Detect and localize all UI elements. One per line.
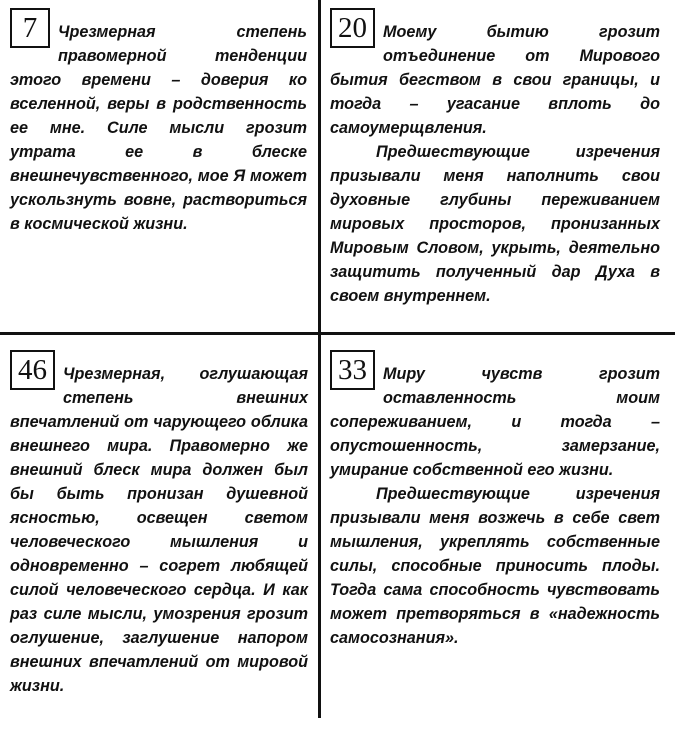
entry-paragraph: Миру чувств грозит оставленность моим сопереживанием, и тогда – опустошенность, замерзание, умирание собственной его жизни. xyxy=(330,365,660,479)
entry-paragraph: Предшествующие изречения призывали меня возжечь в себе свет мышления, укреплять собственные силы, способные приносить плоды. Тогда сама способность чувствовать может претворяться в «надежность самосознания». xyxy=(330,485,660,647)
entry-7 xyxy=(10,8,307,236)
entry-paragraph: Чрезмерная, оглушающая степень внешних впечатлений от чарующего облика внешнего мира. Правомерно же внешний блеск мира должен был бы быть пронизан душевной ясностью, освещен светом человеческого мышления и одновременно – согрет любящей силой человеческого сердца. И как раз силе мысли, умозрения грозит оглушение, заглушение напором внешних впечатлений от мировой жизни. xyxy=(10,365,308,695)
entry-paragraph: Чрезмерная степень правомерной тенденции этого времени – доверия ко вселенной, веры в родственность ее мне. Силе мысли грозит утрата ее в блеске внешнечувственного, мое Я может ускользнуть вовне, раствориться в космической жизни. xyxy=(10,23,307,233)
entry-number: 7 xyxy=(10,8,50,48)
entry-33 xyxy=(330,350,660,650)
entry-paragraph: Предшествующие изречения призывали меня наполнить свои духовные глубины переживанием мировых просторов, пронизанных Мировым Словом, укрыть, деятельно защитить полученный дар Духа в своем внутреннем. xyxy=(330,143,660,305)
entry-46 xyxy=(10,350,308,698)
entry-number: 20 xyxy=(330,8,375,48)
entry-paragraph: Моему бытию грозит отъединение от Мирового бытия бегством в свои границы, и тогда – угасание вплоть до самоумерщвления. xyxy=(330,23,660,137)
horizontal-divider xyxy=(0,332,675,335)
vertical-divider xyxy=(318,0,321,718)
entry-20 xyxy=(330,8,660,308)
entry-number: 46 xyxy=(10,350,55,390)
entry-number: 33 xyxy=(330,350,375,390)
